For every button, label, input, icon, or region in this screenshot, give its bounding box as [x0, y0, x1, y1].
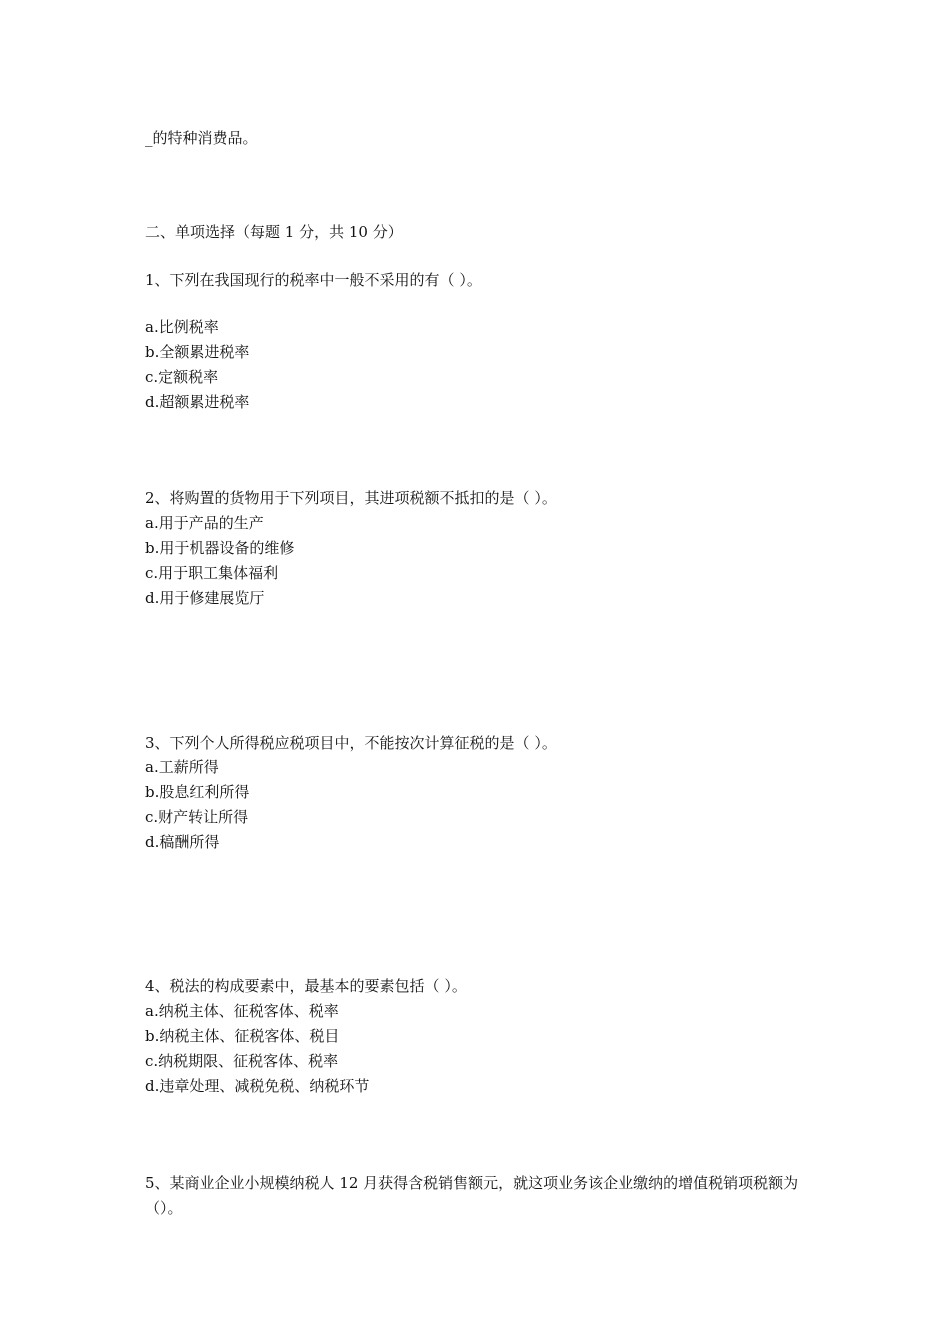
question-1-option-b: b.全额累进税率 — [145, 343, 250, 361]
question-2-option-b: b.用于机器设备的维修 — [145, 539, 295, 557]
question-1-stem: 1、下列在我国现行的税率中一般不采用的有（ ）。 — [145, 271, 482, 289]
text-fragment: _的特种消费品。 — [145, 129, 258, 147]
question-3-option-c: c.财产转让所得 — [145, 808, 249, 826]
question-3-stem: 3、下列个人所得税应税项目中，不能按次计算征税的是（ ）。 — [145, 734, 557, 752]
question-4-option-c: c.纳税期限、征税客体、税率 — [145, 1052, 339, 1070]
question-2-option-c: c.用于职工集体福利 — [145, 564, 279, 582]
question-2-stem: 2、将购置的货物用于下列项目，其进项税额不抵扣的是（ ）。 — [145, 489, 557, 507]
question-3-option-d: d.稿酬所得 — [145, 833, 220, 851]
question-3-option-a: a.工薪所得 — [145, 758, 219, 776]
question-4-option-d: d.违章处理、减税免税、纳税环节 — [145, 1077, 370, 1095]
question-4-option-a: a.纳税主体、征税客体、税率 — [145, 1002, 339, 1020]
question-3-option-b: b.股息红利所得 — [145, 783, 250, 801]
section-title: 二、单项选择（每题 1 分，共 10 分） — [145, 223, 403, 241]
question-4-stem: 4、税法的构成要素中，最基本的要素包括（ ）。 — [145, 977, 467, 995]
question-1-option-a: a.比例税率 — [145, 318, 219, 336]
question-2-option-a: a.用于产品的生产 — [145, 514, 264, 532]
question-5-stem: 5、某商业企业小规模纳税人 12 月获得含税销售额元，就这项业务该企业缴纳的增值税销项税额为（）。 — [145, 1174, 799, 1217]
question-2-option-d: d.用于修建展览厅 — [145, 589, 265, 607]
question-1-option-d: d.超额累进税率 — [145, 393, 250, 411]
question-4-option-b: b.纳税主体、征税客体、税目 — [145, 1027, 340, 1045]
question-1-option-c: c.定额税率 — [145, 368, 219, 386]
